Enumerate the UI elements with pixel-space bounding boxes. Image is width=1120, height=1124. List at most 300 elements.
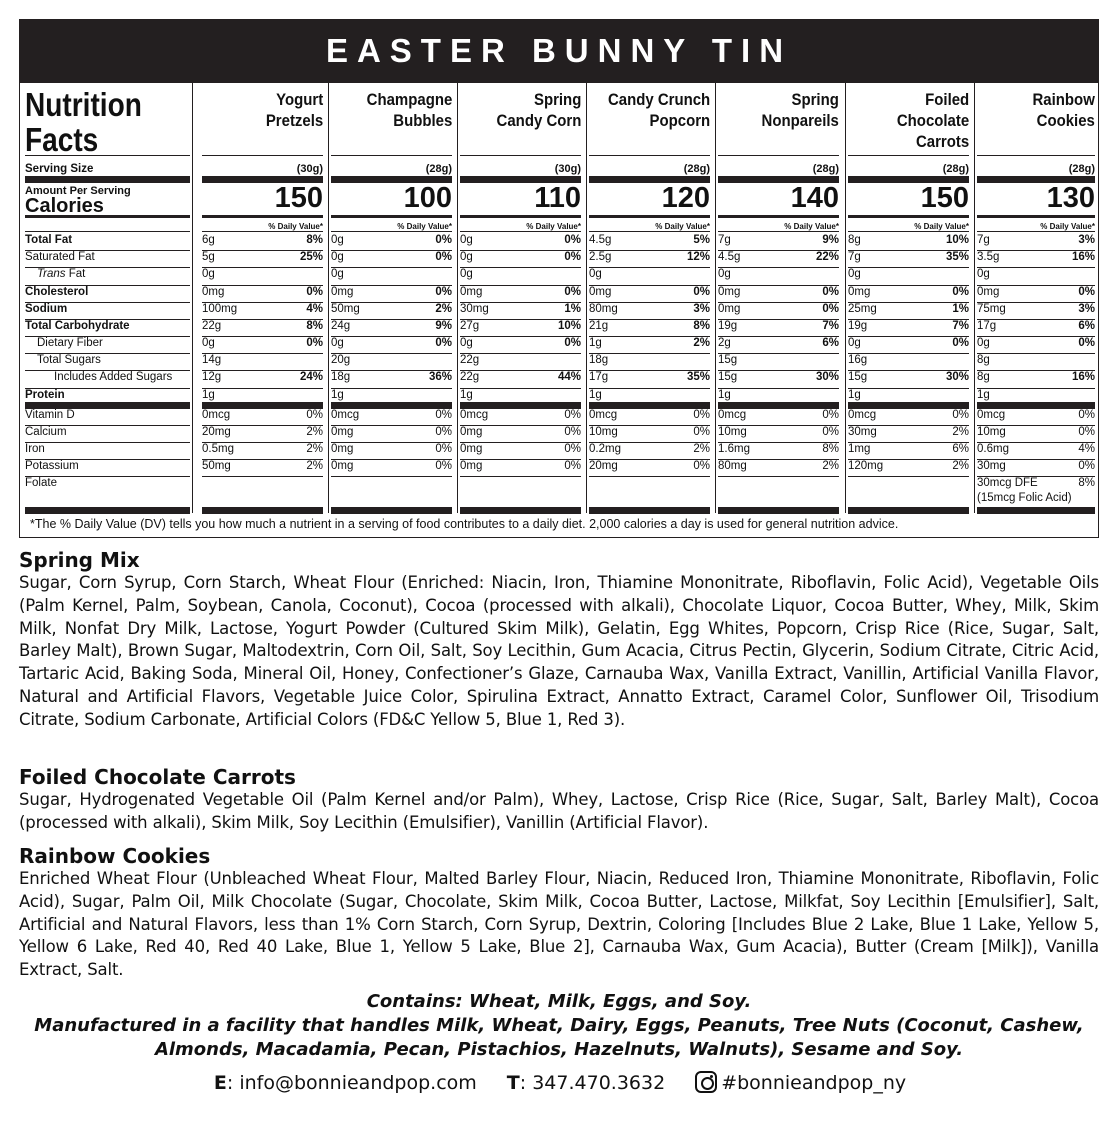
nutrient-dv: 0% xyxy=(1078,409,1095,421)
nutrient-dv: 9% xyxy=(822,234,839,246)
rule-line xyxy=(25,507,190,514)
nutrient-dv: 4% xyxy=(1078,443,1095,455)
product-name-line: Champagne xyxy=(366,90,452,109)
nutrient-value: 0mcg xyxy=(718,409,747,421)
nutrient-value: 0g xyxy=(589,268,602,280)
rule-line xyxy=(331,388,452,389)
product-column xyxy=(331,83,452,513)
nf-title-line1: Nutrition xyxy=(25,86,142,123)
nutrient-value: 0g xyxy=(977,268,990,280)
nutrient-dv: 0% xyxy=(564,286,581,298)
nutrient-value: 0mcg xyxy=(848,409,877,421)
rule-line xyxy=(202,476,323,477)
tin-title: EASTER BUNNY TIN xyxy=(325,32,793,69)
serving-size-value: (28g) xyxy=(683,163,710,175)
nutrient-dv: 2% xyxy=(693,443,710,455)
nutrient-dv: 8% xyxy=(306,320,323,332)
rule-line xyxy=(460,402,581,409)
rule-line xyxy=(589,476,710,477)
rule-line xyxy=(460,507,581,514)
nutrient-label: Sodium xyxy=(25,303,68,315)
nutrient-label: Folate xyxy=(25,477,57,489)
product-name xyxy=(496,89,581,131)
ingredients-foiled-carrots xyxy=(19,765,1099,835)
nutrient-dv: 36% xyxy=(428,371,452,383)
nutrient-dv: 6% xyxy=(822,337,839,349)
product-name-line: Yogurt xyxy=(275,90,323,109)
contact-bar xyxy=(0,1071,1120,1094)
rule-line xyxy=(848,402,969,409)
rule-line xyxy=(848,476,969,477)
nutrient-dv: 3% xyxy=(1078,234,1095,246)
rule-line xyxy=(848,215,969,218)
nutrient-label: Vitamin D xyxy=(25,409,75,421)
rule-line xyxy=(977,336,1095,337)
rule-line xyxy=(202,388,323,389)
nutrient-value: 0g xyxy=(460,337,473,349)
nutrient-value: 0g xyxy=(202,268,215,280)
nutrient-dv: 2% xyxy=(822,460,839,472)
rule-line xyxy=(977,215,1095,218)
nutrient-value: 1g xyxy=(848,389,861,401)
rule-line xyxy=(331,507,452,514)
product-column xyxy=(202,83,323,513)
calories-value: 120 xyxy=(661,182,710,214)
nutrient-dv: 0% xyxy=(306,337,323,349)
nutrient-label: Includes Added Sugars xyxy=(54,371,173,383)
nutrient-dv: 0% xyxy=(822,409,839,421)
nutrient-value: 0mg xyxy=(589,286,612,298)
nutrient-value: 80mg xyxy=(718,460,747,472)
nutrient-value: 0mg xyxy=(977,286,1000,298)
nutrient-value: 16g xyxy=(848,354,868,366)
nutrient-label: Potassium xyxy=(25,460,79,472)
rule-line xyxy=(718,402,839,409)
nutrient-value: 0mg xyxy=(331,426,354,438)
nutrient-value: 0g xyxy=(977,337,990,349)
nutrient-dv: 0% xyxy=(564,443,581,455)
nutrient-value: 22g xyxy=(460,371,480,383)
rule-line xyxy=(25,231,190,232)
nutrient-dv: 2% xyxy=(693,337,710,349)
rule-line xyxy=(589,267,710,268)
ingredients-heading: Rainbow Cookies xyxy=(19,844,211,868)
nutrient-value: 0mg xyxy=(718,286,741,298)
contact-instagram[interactable]: #bonnieandpop_ny xyxy=(695,1071,906,1094)
nutrient-value: 0.6mg xyxy=(977,443,1009,455)
product-name-line: Popcorn xyxy=(649,111,710,130)
nutrient-value: 12g xyxy=(202,371,222,383)
nutrient-value: 0mcg xyxy=(202,409,231,421)
nutrient-dv: 2% xyxy=(952,460,969,472)
rule-line xyxy=(589,388,710,389)
rule-line xyxy=(202,155,323,156)
nutrient-value: 0mg xyxy=(331,443,354,455)
nutrient-value: 0mg xyxy=(331,460,354,472)
rule-line xyxy=(331,476,452,477)
nutrient-value: 7g xyxy=(718,234,731,246)
nutrient-value: 10mg xyxy=(718,426,747,438)
nutrient-value: 30mg xyxy=(460,303,489,315)
nutrient-value: 1g xyxy=(589,389,602,401)
product-name-line: Spring xyxy=(791,90,839,109)
rule-line xyxy=(848,267,969,268)
rule-line xyxy=(460,476,581,477)
rule-line xyxy=(718,267,839,268)
nutrient-value: 1g xyxy=(202,389,215,401)
nutrient-dv: 0% xyxy=(1078,337,1095,349)
nutrient-dv: 5% xyxy=(693,234,710,246)
product-name xyxy=(897,89,969,152)
nutrient-dv: 35% xyxy=(945,251,969,263)
nutrient-value: 7g xyxy=(848,251,861,263)
nutrient-dv: 2% xyxy=(306,443,323,455)
nutrient-value: 21g xyxy=(589,320,609,332)
nutrient-label: Calcium xyxy=(25,426,67,438)
nutrient-dv: 0% xyxy=(693,426,710,438)
nutrient-value: 15g xyxy=(848,371,868,383)
nutrient-dv: 16% xyxy=(1071,251,1095,263)
nutrient-dv: 0% xyxy=(564,409,581,421)
nutrient-dv: 0% xyxy=(435,251,452,263)
product-name-line: Candy Corn xyxy=(496,111,581,130)
nutrient-dv: 3% xyxy=(1078,303,1095,315)
nutrient-value: 0g xyxy=(331,251,344,263)
product-name-line: Bubbles xyxy=(392,111,452,130)
nutrient-dv: 0% xyxy=(952,337,969,349)
nutrient-value: 0g xyxy=(202,337,215,349)
nutrient-value: 4.5g xyxy=(589,234,612,246)
product-name xyxy=(366,89,452,131)
ingredients-text: Sugar, Hydrogenated Vegetable Oil (Palm Kernel and/or Palm), Whey, Lactose, Crisp Rice (Rice, Sugar, Salt, Barley Malt), Cocoa (processed with alkali), Skim Milk, Soy Lecithin (Emulsifier), Vanillin (Artificial Flavor). xyxy=(19,790,1099,832)
product-name xyxy=(1033,89,1095,131)
nutrient-value: 50mg xyxy=(202,460,231,472)
nutrient-value: 0.2mg xyxy=(589,443,621,455)
product-column xyxy=(460,83,581,513)
nutrient-value: 10mg xyxy=(977,426,1006,438)
nutrient-dv: 0% xyxy=(564,426,581,438)
dv-header: % Daily Value* xyxy=(914,222,969,231)
nutrient-value: 1.6mg xyxy=(718,443,750,455)
nutrient-value: 50mg xyxy=(331,303,360,315)
product-column xyxy=(589,83,710,513)
rule-line xyxy=(331,336,452,337)
nutrient-value: 0mg xyxy=(331,286,354,298)
calories-value: 110 xyxy=(534,182,581,214)
nutrient-dv: 2% xyxy=(306,460,323,472)
rule-line xyxy=(331,402,452,409)
nutrient-dv: 0% xyxy=(306,409,323,421)
product-name xyxy=(762,89,839,131)
nutrient-dv: 2% xyxy=(306,426,323,438)
nutrient-value: 1g xyxy=(589,337,602,349)
rule-line xyxy=(718,215,839,218)
rule-line xyxy=(718,476,839,477)
nutrient-value: 0g xyxy=(848,268,861,280)
nutrient-value: 20g xyxy=(331,354,351,366)
nutrient-dv: 10% xyxy=(557,320,581,332)
rule-line xyxy=(977,507,1095,514)
nutrient-dv: 44% xyxy=(557,371,581,383)
nutrient-dv: 4% xyxy=(306,303,323,315)
nutrient-dv: 30% xyxy=(815,371,839,383)
nutrient-value: 15g xyxy=(718,354,738,366)
nutrient-dv: 35% xyxy=(686,371,710,383)
rule-line xyxy=(460,388,581,389)
nutrient-dv: 0% xyxy=(822,303,839,315)
dv-header: % Daily Value* xyxy=(655,222,710,231)
ingredients-text: Sugar, Corn Syrup, Corn Starch, Wheat Flour (Enriched: Niacin, Iron, Thiamine Mononitrate, Riboflavin, Folic Acid), Vegetable Oils (Palm Kernel, Palm, Soybean, Canola, Coconut), Cocoa (processed with alkali), Chocolate Liquor, Cocoa Butter, Whey, Milk, Skim Milk, Nonfat Dry Milk, Lactose, Yogurt Powder (Cultured Skim Milk), Gelatin, Egg Whites, Popcorn, Crisp Rice (Rice, Sugar, Salt, Barley Malt), Brown Sugar, Maltodextrin, Corn Oil, Salt, Soy Lecithin, Gum Acacia, Citrus Pectin, Glycerin, Sodium Citrate, Citric Acid, Tartaric Acid, Baking Soda, Mineral Oil, Honey, Confectioner’s Glaze, Carnauba Wax, Vanilla Extract, Vanillin, Artificial Vanilla Flavor, Natural and Artificial Flavors, Vegetable Juice Color, Spirulina Extract, Annatto Extract, Caramel Color, Sunflower Oil, Trisodium Citrate, Sodium Carbonate, Artificial Colors (FD&C Yellow 5, Blue 1, Red 3). xyxy=(19,573,1099,729)
trans-word: Trans xyxy=(37,268,66,280)
nutrient-dv: 7% xyxy=(822,320,839,332)
nutrient-dv: 0% xyxy=(1078,426,1095,438)
nutrient-dv: 0% xyxy=(693,460,710,472)
nutrient-dv: 0% xyxy=(435,426,452,438)
dv-header: % Daily Value* xyxy=(1040,222,1095,231)
nutrient-value: 6g xyxy=(202,234,215,246)
product-column xyxy=(718,83,839,513)
rule-line xyxy=(331,215,452,218)
contact-email[interactable]: E: info@bonnieandpop.com xyxy=(213,1071,477,1094)
rule-line xyxy=(589,336,710,337)
rule-line xyxy=(977,267,1095,268)
nutrient-value: 80mg xyxy=(589,303,618,315)
nutrient-value: 0mg xyxy=(460,460,483,472)
nutrient-value: 3.5g xyxy=(977,251,1000,263)
rule-line xyxy=(848,155,969,156)
rule-line xyxy=(202,336,323,337)
nutrient-value: 100mg xyxy=(202,303,238,315)
nutrient-value: 1g xyxy=(460,389,473,401)
nutrition-facts-panel xyxy=(19,83,1099,538)
title-bar xyxy=(19,19,1099,83)
nutrient-value: 0mg xyxy=(718,303,741,315)
nutrient-dv: 3% xyxy=(693,303,710,315)
nutrient-dv: 2% xyxy=(952,426,969,438)
amount-per-serving-label: Amount Per Serving xyxy=(25,185,131,197)
product-name-line: Candy Crunch xyxy=(607,90,710,109)
nutrient-value: 19g xyxy=(848,320,868,332)
nutrient-dv: 0% xyxy=(564,460,581,472)
nutrient-dv: 0% xyxy=(564,251,581,263)
nutrient-value: 30mcg DFE xyxy=(977,477,1038,489)
nutrient-label: Iron xyxy=(25,443,45,455)
nutrient-dv: 24% xyxy=(299,371,323,383)
product-column xyxy=(848,83,969,513)
nutrient-value: 75mg xyxy=(977,303,1006,315)
rule-line xyxy=(25,176,190,183)
serving-size-value: (28g) xyxy=(942,163,969,175)
nutrient-value: 0.5mg xyxy=(202,443,234,455)
serving-size-value: (30g) xyxy=(554,163,581,175)
nutrient-value: 24g xyxy=(331,320,351,332)
nutrient-label: Total Sugars xyxy=(37,354,101,366)
calories-value: 130 xyxy=(1046,182,1095,214)
nutrient-dv: 10% xyxy=(945,234,969,246)
nutrient-value: 0mg xyxy=(202,286,225,298)
nutrient-value: 27g xyxy=(460,320,480,332)
nutrient-dv: 16% xyxy=(1071,371,1095,383)
nutrient-value: 22g xyxy=(202,320,222,332)
nutrient-value: 0g xyxy=(331,337,344,349)
nutrient-value: 4.5g xyxy=(718,251,741,263)
nutrient-value: 0mg xyxy=(460,426,483,438)
nutrient-dv: 0% xyxy=(435,234,452,246)
nutrient-dv: 8% xyxy=(1078,477,1095,489)
nutrient-label: Saturated Fat xyxy=(25,251,95,263)
product-name-line: Rainbow xyxy=(1032,90,1095,109)
nutrient-dv: 0% xyxy=(822,286,839,298)
nutrient-value: 15g xyxy=(718,371,738,383)
nutrient-dv: 22% xyxy=(815,251,839,263)
nutrient-value: 30mg xyxy=(977,460,1006,472)
trans-rest: Fat xyxy=(65,268,86,280)
calories-label: Calories xyxy=(25,195,104,217)
nutrient-value: 0g xyxy=(331,268,344,280)
nutrient-dv: 2% xyxy=(435,303,452,315)
nutrient-dv: 0% xyxy=(435,409,452,421)
nutrient-dv: 1% xyxy=(952,303,969,315)
nutrient-value: 0mcg xyxy=(589,409,618,421)
rule-line xyxy=(202,215,323,218)
nutrient-value: 2.5g xyxy=(589,251,612,263)
dv-header: % Daily Value* xyxy=(784,222,839,231)
product-name-line: Carrots xyxy=(915,132,969,151)
rule-line xyxy=(589,215,710,218)
nutrient-value: 10mg xyxy=(589,426,618,438)
contact-phone[interactable]: T: 347.470.3632 xyxy=(506,1071,666,1094)
nutrient-dv: 6% xyxy=(1078,320,1095,332)
nutrient-value: 0mcg xyxy=(977,409,1006,421)
nutrient-value: 18g xyxy=(331,371,351,383)
rule-line xyxy=(202,402,323,409)
nutrient-value: 7g xyxy=(977,234,990,246)
nutrient-value: 0g xyxy=(718,268,731,280)
nutrient-dv: 8% xyxy=(306,234,323,246)
nutrient-value: 17g xyxy=(589,371,609,383)
ingredients-heading: Foiled Chocolate Carrots xyxy=(19,765,296,789)
column-separator xyxy=(457,83,458,513)
rule-line xyxy=(848,336,969,337)
nutrient-value: 0mcg xyxy=(331,409,360,421)
nutrient-dv: 7% xyxy=(952,320,969,332)
calories-value: 150 xyxy=(920,182,969,214)
nutrient-value: 20mg xyxy=(202,426,231,438)
rule-line xyxy=(589,507,710,514)
calories-value: 100 xyxy=(403,182,452,214)
dv-header: % Daily Value* xyxy=(397,222,452,231)
nutrient-label xyxy=(37,268,85,281)
product-column xyxy=(977,83,1095,513)
dv-footnote: *The % Daily Value (DV) tells you how much a nutrient in a serving of food contributes to a daily diet. 2,000 calories a day is used for general nutrition advice. xyxy=(30,517,899,531)
nutrient-value: 0g xyxy=(331,234,344,246)
product-name-line: Spring xyxy=(533,90,581,109)
nutrient-value: 0mg xyxy=(460,443,483,455)
calories-value: 150 xyxy=(274,182,323,214)
rule-line xyxy=(25,402,190,409)
serving-size-value: (28g) xyxy=(812,163,839,175)
nutrient-value: 5g xyxy=(202,251,215,263)
rule-line xyxy=(589,155,710,156)
nutrient-dv: 0% xyxy=(952,409,969,421)
rule-line xyxy=(589,402,710,409)
nutrient-label: Protein xyxy=(25,389,65,401)
rule-line xyxy=(718,388,839,389)
product-name-line: Foiled xyxy=(924,90,969,109)
rule-line xyxy=(977,155,1095,156)
column-separator xyxy=(328,83,329,513)
nutrient-dv: 30% xyxy=(945,371,969,383)
rule-line xyxy=(718,507,839,514)
nutrient-dv: 8% xyxy=(693,320,710,332)
rule-line xyxy=(460,155,581,156)
rule-line xyxy=(460,215,581,218)
folate-note: (15mcg Folic Acid) xyxy=(977,492,1072,504)
product-name-line: Cookies xyxy=(1036,111,1095,130)
nutrient-value: 0mcg xyxy=(460,409,489,421)
rule-line xyxy=(460,250,581,251)
nutrient-dv: 0% xyxy=(435,443,452,455)
nutrient-dv: 8% xyxy=(822,443,839,455)
rule-line xyxy=(331,155,452,156)
nutrient-label: Total Fat xyxy=(25,234,73,246)
rule-line xyxy=(848,388,969,389)
column-separator xyxy=(192,83,193,513)
product-name-line: Chocolate xyxy=(896,111,969,130)
nutrient-dv: 12% xyxy=(686,251,710,263)
rule-line xyxy=(25,155,190,156)
serving-size-value: (30g) xyxy=(296,163,323,175)
rule-line xyxy=(25,442,190,443)
nutrient-dv: 0% xyxy=(435,337,452,349)
rule-line xyxy=(331,267,452,268)
ingredients-spring-mix xyxy=(19,548,1099,732)
nutrient-dv: 0% xyxy=(952,286,969,298)
nutrient-dv: 9% xyxy=(435,320,452,332)
calories-value: 140 xyxy=(790,182,839,214)
product-name-line: Nonpareils xyxy=(761,111,839,130)
allergen-facility-line2: Almonds, Macadamia, Pecan, Pistachios, Hazelnuts, Walnuts), Sesame and Soy. xyxy=(154,1039,964,1060)
rule-line xyxy=(202,507,323,514)
nutrient-value: 1g xyxy=(718,389,731,401)
nutrient-value: 8g xyxy=(977,354,990,366)
nutrient-dv: 25% xyxy=(299,251,323,263)
nutrient-value: 1mg xyxy=(848,443,871,455)
nutrient-dv: 0% xyxy=(435,286,452,298)
nutrient-dv: 0% xyxy=(822,426,839,438)
serving-size-value: (28g) xyxy=(1068,163,1095,175)
rule-line xyxy=(977,388,1095,389)
allergen-contains: Contains: Wheat, Milk, Eggs, and Soy. xyxy=(366,991,752,1012)
nutrient-label: Total Carbohydrate xyxy=(25,320,130,332)
column-separator xyxy=(845,83,846,513)
nf-title-line2: Facts xyxy=(25,121,99,158)
nutrition-label-column xyxy=(25,83,190,513)
nutrient-label: Dietary Fiber xyxy=(37,337,103,349)
nutrient-value: 0g xyxy=(460,234,473,246)
nutrient-value: 30mg xyxy=(848,426,877,438)
product-name-line: Pretzels xyxy=(265,111,323,130)
serving-size-label: Serving Size xyxy=(25,163,94,175)
column-separator xyxy=(715,83,716,513)
product-name xyxy=(608,89,710,131)
nutrient-dv: 0% xyxy=(564,234,581,246)
nutrient-value: 19g xyxy=(718,320,738,332)
nutrient-value: 8g xyxy=(977,371,990,383)
rule-line xyxy=(331,250,452,251)
rule-line xyxy=(460,267,581,268)
nutrient-value: 20mg xyxy=(589,460,618,472)
